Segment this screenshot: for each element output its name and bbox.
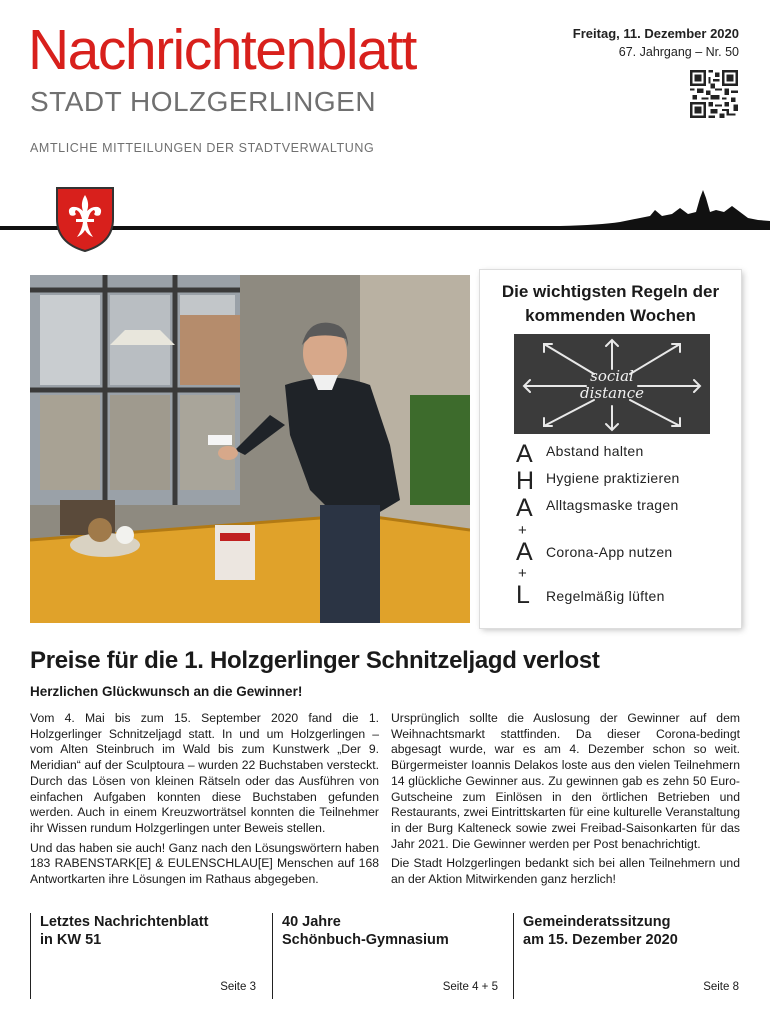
rule-text: Abstand halten: [546, 443, 644, 459]
teaser-council-meeting[interactable]: [513, 913, 745, 999]
article-paragraph: Und das haben sie auch! Ganz nach den Lösungswörtern haben 183 RABENSTARK[E] & EULENSCHLAU[E] Menschen auf 168 Antwortkarten ihre Lösungen im Rathaus abgegeben.: [30, 840, 379, 887]
chalk-text-social: social: [590, 367, 634, 385]
rules-box: [480, 270, 741, 628]
masthead-subtitle: STADT HOLZGERLINGEN: [30, 86, 377, 117]
rules-heading-line2: kommenden Wochen: [525, 306, 696, 325]
teaser-last-issue[interactable]: [30, 913, 262, 999]
article-subhead: Herzlichen Glückwunsch an die Gewinner!: [30, 684, 303, 699]
rule-letter: L: [516, 581, 530, 609]
teaser-title-line2: Schönbuch-Gymnasium: [282, 932, 449, 948]
teaser-page-ref: Seite 4 + 5: [442, 981, 498, 993]
rule-text: Regelmäßig lüften: [546, 588, 665, 604]
rule-text: Hygiene praktizieren: [546, 470, 680, 486]
article-column-right: [391, 711, 740, 892]
article-paragraph: Ursprünglich sollte die Auslosung der Gewinner auf dem Weihnachtsmarkt stattfinden. Da dieser Corona-bedingt abgesagt wurde, war es am 4. Dezember schon so weit. Bürgermeister Ioannis Delakos loste aus den vielen Teilnehmern 14 glückliche Gewinner aus. Zu gewinnen gab es zehn 50 Euro-Gutscheine zum Einlösen in den örtlichen Betrieben und Restaurants, zwei Eintrittskarten für eine kulturelle Veranstaltung in der Burg Kalteneck sowie zwei Freibad-Saisonkarten für das Jahr 2021. Die Gewinner werden per Post benachrichtigt.: [391, 711, 740, 851]
masthead-tagline: AMTLICHE MITTEILUNGEN DER STADTVERWALTUNG: [30, 141, 375, 155]
article-photo: [30, 275, 470, 623]
qr-code-icon[interactable]: [690, 70, 738, 118]
chalk-text-distance: distance: [579, 384, 645, 402]
teaser-page-ref: Seite 8: [703, 981, 739, 993]
rule-letter: A: [516, 440, 533, 468]
article-paragraph: Vom 4. Mai bis zum 15. September 2020 fand die 1. Holzgerlinger Schnitzeljagd statt. In und um Holzgerlingen – vom Alten Steinbruch im Wald bis zum Kunstwerk „Der 9. Meridian“ auf der Sculptoura – wurden 22 Buchstaben versteckt. Durch das Lösen von kleinen Rätseln oder das Ausführen von einfachen Aufgaben konnten diese Buchstaben gefunden werden. Auch in einem Kreuzworträtsel konnten die Teilnehmer ihr Wissen rundum Holzgerlingen unter Beweis stellen.: [30, 711, 379, 835]
city-crest-icon: [54, 185, 116, 253]
teaser-title-line1: Letztes Nachrichtenblatt: [40, 914, 209, 930]
plus-sign: +: [518, 522, 527, 539]
rule-letter: H: [516, 467, 535, 495]
issue-date: Freitag, 11. Dezember 2020: [572, 26, 739, 41]
teaser-title-line1: 40 Jahre: [282, 914, 341, 930]
teaser-title: [40, 913, 262, 949]
masthead-title: Nachrichtenblatt: [28, 18, 416, 82]
rule-text: Alltagsmaske tragen: [546, 497, 679, 513]
rule-letter: A: [516, 494, 533, 522]
rules-heading-line1: Die wichtigsten Regeln der: [501, 282, 720, 301]
teaser-gymnasium[interactable]: [272, 913, 504, 999]
chalkboard-image: [514, 334, 710, 434]
issue-number: 67. Jahrgang – Nr. 50: [618, 45, 739, 59]
teaser-page-ref: Seite 3: [220, 981, 256, 993]
article-column-left: [30, 711, 379, 892]
article-paragraph: Die Stadt Holzgerlingen bedankt sich bei allen Teilnehmern und an der Aktion Mitwirkenden ganz herzlich!: [391, 856, 740, 887]
teaser-title-line1: Gemeinderatssitzung: [523, 914, 671, 930]
plus-sign: +: [518, 565, 527, 582]
rule-letter: A: [516, 538, 533, 566]
teaser-title: [523, 913, 745, 949]
article-headline: Preise für die 1. Holzgerlinger Schnitzeljagd verlost: [30, 647, 600, 674]
teaser-title: [282, 913, 504, 949]
rule-text: Corona-App nutzen: [546, 544, 673, 560]
teaser-title-line2: am 15. Dezember 2020: [523, 932, 678, 948]
teaser-title-line2: in KW 51: [40, 932, 102, 948]
rules-heading: [480, 280, 741, 328]
